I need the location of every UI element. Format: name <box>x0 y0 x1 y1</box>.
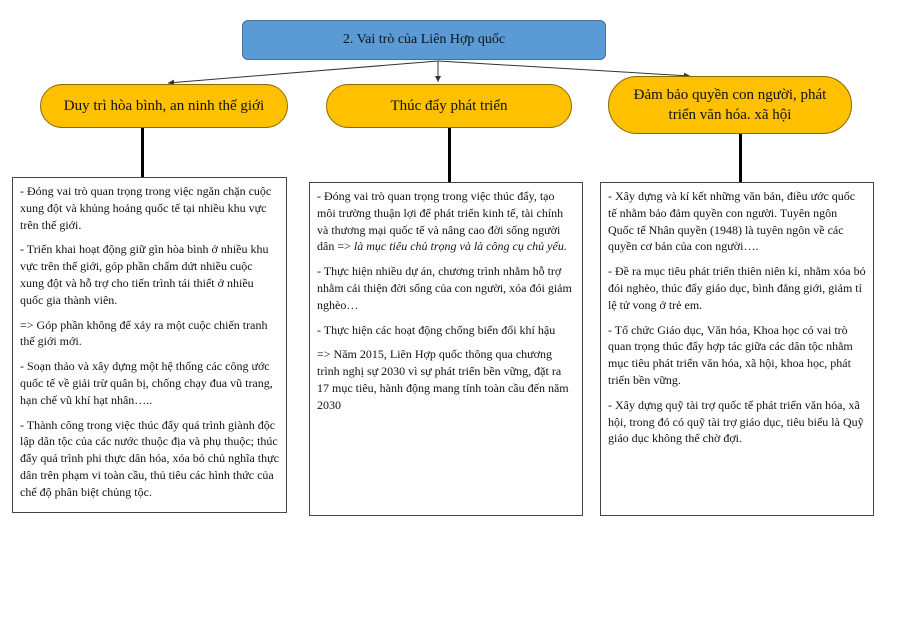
content-item: - Thực hiện nhiều dự án, chương trình nhằm hỗ trợ nhằm cải thiện đời sống của con người, xóa đói giảm nghèo… <box>317 264 572 312</box>
connector-line-3 <box>739 134 742 182</box>
branch-heading-label: Thúc đẩy phát triển <box>390 97 508 114</box>
content-item: - Đề ra mục tiêu phát triển thiên niên kỉ, nhằm xóa bỏ đói nghèo, thúc đẩy giáo dục, bình đẳng giới, giảm tỉ lệ tử vong ở trẻ em. <box>608 264 866 312</box>
content-item: - Xây dựng và kí kết những văn bản, điều ước quốc tế nhằm bảo đảm quyền con người. Tuyên ngôn Quốc tế Nhân quyền (1948) là tuyên ngôn về các quyền cơ bản của con người…. <box>608 189 856 254</box>
arrow-left <box>168 61 438 83</box>
content-item: - Triển khai hoạt động giữ gìn hòa bình ở nhiều khu vực trên thế giới, góp phần chấm dứt nhiều cuộc xung đột và hỗ trợ cho tiến trình tái thiết ở nhiều quốc gia thành viên. <box>20 242 269 307</box>
content-item: - Thành công trong việc thúc đẩy quá trình giành độc lập dân tộc của các nước thuộc địa và phụ thuộc; thúc đẩy quá trình phi thực dân hóa, xóa bỏ chủ nghĩa thực dân trên phạm vi toàn cầu, thủ tiêu các hình thức của chế độ phân biệt chủng tộc. <box>20 417 279 499</box>
branch-heading-label: Duy trì hòa bình, an ninh thế giới <box>63 97 265 114</box>
content-box-peace <box>12 177 287 513</box>
connector-line-2 <box>448 128 451 182</box>
connector-line-1 <box>141 128 144 177</box>
content-item: - Tổ chức Giáo dục, Văn hóa, Khoa học có vai trò quan trọng thúc đẩy hợp tác giữa các dân tộc nhằm mục tiêu phát triển văn hóa, xã hội, khoa học, phát triển bền vững. <box>608 322 853 387</box>
branch-heading-human-rights <box>608 76 852 134</box>
content-item: - Thực hiện các hoạt động chống biến đổi khí hậu <box>317 322 556 337</box>
content-item: - Soạn thảo và xây dựng một hệ thống các công ước quốc tế về giải trừ quân bị, chống chạy đua vũ trang, hạn chế vũ khí hạt nhân….. <box>20 359 273 407</box>
content-item: => Năm 2015, Liên Hợp quốc thông qua chương trình nghị sự 2030 vì sự phát triển bền vững, đặt ra 17 mục tiêu, hành động mang tính toàn cầu đến năm 2030 <box>317 347 569 412</box>
content-item: => Góp phần không để xảy ra một cuộc chiến tranh thế giới mới. <box>20 317 268 349</box>
arrow-right <box>438 61 690 76</box>
content-item: - Đóng vai trò quan trọng trong việc ngăn chặn cuộc xung đột và khủng hoảng quốc tế tại nhiều khu vực trên thế giới. <box>20 184 272 232</box>
content-item: - Xây dựng quỹ tài trợ quốc tế phát triển văn hóa, xã hội, trong đó có quỹ tài trợ giáo dục, tiêu biểu là Quỹ giáo dục không thể chờ đợi. <box>608 397 864 446</box>
branch-heading-peace <box>40 84 288 128</box>
branch-heading-development <box>326 84 572 128</box>
title-box <box>242 20 606 60</box>
branch-heading-label: Đảm bảo quyền con người, phát triển văn hóa. xã hội <box>633 86 827 123</box>
content-box-human-rights <box>600 182 874 516</box>
content-item: - Đóng vai trò quan trọng trong việc thúc đẩy, tạo môi trường thuận lợi để phát triển kinh tế, tài chính và thương mại quốc tế và nâng cao đời sống người dân => là mục tiêu chủ trọng và là công cụ chủ yếu. <box>317 189 567 254</box>
content-item-emphasis: là mục tiêu chủ trọng và là công cụ chủ yếu. <box>353 239 567 254</box>
content-box-development <box>309 182 583 516</box>
diagram-title: 2. Vai trò của Liên Hợp quốc <box>342 32 506 47</box>
